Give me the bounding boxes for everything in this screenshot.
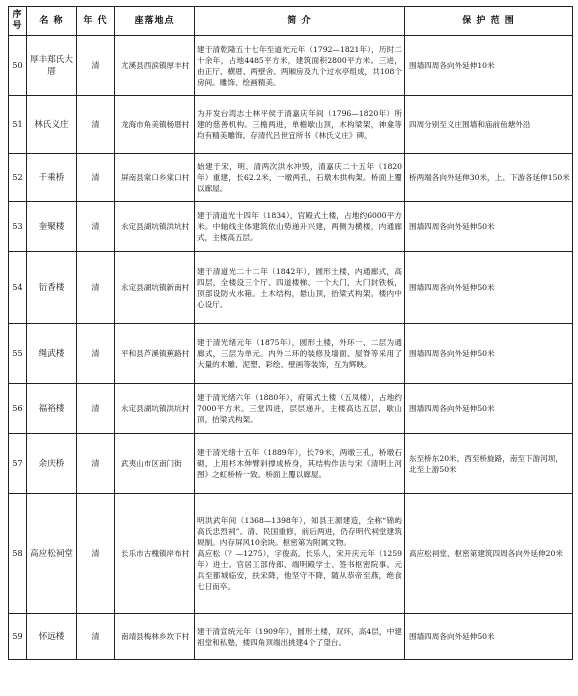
table-row (9, 36, 573, 96)
row-era: 清 (77, 36, 115, 96)
table-row (9, 252, 573, 324)
header-no: 序号 (9, 7, 27, 36)
row-scope: 围墙四周各向外延伸50米 (405, 614, 573, 660)
table-row (9, 494, 573, 614)
row-intro: 建于清道光二十二年（1842年），圆形土楼，内通廊式，高四层，全楼设三个厅、四道楼梯、一个大门，大门封铁板，顶部设防火水箱。土木结构，悬山顶，抬梁式构架。楼内中心设厅。 (195, 252, 405, 324)
row-era: 清 (77, 96, 115, 154)
row-name: 奎聚楼 (27, 202, 77, 252)
row-name: 福裕楼 (27, 384, 77, 434)
row-location: 平和县芦溪镇蕉路村 (115, 324, 195, 384)
heritage-table-sheet (8, 6, 572, 692)
row-location: 武夷山市区南门街 (115, 434, 195, 494)
row-era: 清 (77, 252, 115, 324)
row-number: 54 (9, 252, 27, 324)
row-scope: 围墙四周各向外延伸10米 (405, 36, 573, 96)
row-name: 厚丰郑氏大厝 (27, 36, 77, 96)
row-intro: 始建于宋，明、清两次洪水冲毁，清嘉庆二十五年（1820年）重建，长62.2米，一墩两孔，石墩木拱构架。桥面上覆以廊屋。 (195, 154, 405, 202)
row-location: 尤溪县西滨镇厚丰村 (115, 36, 195, 96)
row-intro: 建于清光绪六年（1880年），府第式土楼（五凤楼），占地约7000平方米。三堂四进，层层递升，主楼高达五层，歇山顶，抬梁式构架。 (195, 384, 405, 434)
row-scope: 东至桥东20米，西至桥旋路，南至下游河坝，北至上游50米 (405, 434, 573, 494)
row-name: 林氏义庄 (27, 96, 77, 154)
row-intro: 建于清光绪十五年（1889年），长79米，两墩三孔，桥墩石砌，上用杉木伸臂斜撑成桥身，其结构作法与宋《清明上河图》之虹桥桥一致。桥面上覆以廊屋。 (195, 434, 405, 494)
row-number: 53 (9, 202, 27, 252)
row-location: 长乐市古槐镇岸布村 (115, 494, 195, 614)
table-row (9, 434, 573, 494)
row-location: 南靖县梅林乡坎下村 (115, 614, 195, 660)
row-era: 清 (77, 614, 115, 660)
row-name: 高应松祠堂 (27, 494, 77, 614)
row-intro: 为开发台湾志士林平侯于清嘉庆年间（1796—1820年）所建的慈善机构。三檐两进，单檐歇山顶，木构梁架，神龛等均有精美雕饰。存清代吕世宜所书《林氏义庄》碑。 (195, 96, 405, 154)
row-number: 51 (9, 96, 27, 154)
row-intro: 建于清乾隆五十七年至道光元年（1792—1821年），历时二十余年，占地4485平方米，建筑面积2800平方米。三进，由正厅、横厝、两壁舍、两厢房及九个过水亭组成，共108个房间。雕饰、绘画精美。 (195, 36, 405, 96)
table-row (9, 324, 573, 384)
header-era: 年 代 (77, 7, 115, 36)
row-scope: 高应松祠堂、枢密第建筑四周各向外延伸20米 (405, 494, 573, 614)
row-era: 清 (77, 494, 115, 614)
row-name: 衍香楼 (27, 252, 77, 324)
row-number: 57 (9, 434, 27, 494)
row-number: 50 (9, 36, 27, 96)
row-location: 永定县湖坑镇新南村 (115, 252, 195, 324)
row-scope: 桥两端各向外延伸30米，上、下游各延伸150米 (405, 154, 573, 202)
header-intro: 简 介 (195, 7, 405, 36)
row-name: 绳武楼 (27, 324, 77, 384)
row-number: 56 (9, 384, 27, 434)
heritage-table (8, 6, 573, 660)
row-number: 58 (9, 494, 27, 614)
row-intro: 建于清道光十四年（1834），宫殿式土楼，占地约6000平方米。中轴线主体建筑依山势递升兴建，两侧为横楼，内通廊式，主楼高五层。 (195, 202, 405, 252)
row-scope: 围墙四周各向外延伸50米 (405, 324, 573, 384)
row-location: 龙海市角美镇杨厝村 (115, 96, 195, 154)
row-name: 怀远楼 (27, 614, 77, 660)
row-number: 52 (9, 154, 27, 202)
table-row (9, 202, 573, 252)
row-location: 永定县湖坑镇洪坑村 (115, 384, 195, 434)
row-era: 清 (77, 434, 115, 494)
row-scope: 围墙四周各向外延伸50米 (405, 252, 573, 324)
table-row (9, 614, 573, 660)
header-scope: 保 护 范 围 (405, 7, 573, 36)
header-row (9, 7, 573, 36)
row-location: 永定县湖坑镇洪坑村 (115, 202, 195, 252)
row-scope: 围墙四周各向外延伸50米 (405, 384, 573, 434)
row-number: 59 (9, 614, 27, 660)
header-name: 名 称 (27, 7, 77, 36)
row-location: 屏南县棠口乡棠口村 (115, 154, 195, 202)
row-era: 清 (77, 154, 115, 202)
row-name: 余庆桥 (27, 434, 77, 494)
row-era: 清 (77, 202, 115, 252)
table-row (9, 154, 573, 202)
row-intro: 明洪武年间（1368—1398年），知县王源建造，全称“锦屿高氏忠烈祠”。清、民国重修，前后两进，仍存明代祠堂建筑规制。内存屏风10余块。枢密第为附属文物。 高应松（？—1275），字俊高。长乐人，宋开庆元年（1259年）进士。官居工部侍郎、端明殿学士、签书枢密院事。元兵至都城临安，扶宋降，他坚守不降，随从恭帝至燕，绝食七日而卒。 (195, 494, 405, 614)
table-row (9, 384, 573, 434)
row-era: 清 (77, 384, 115, 434)
row-intro: 建于清宣统元年（1909年），圆形土楼，双环，高4层，中建祖堂和私塾，楼四角顶端出挑建4个了望台。 (195, 614, 405, 660)
header-location: 座落地点 (115, 7, 195, 36)
table-row (9, 96, 573, 154)
row-era: 清 (77, 324, 115, 384)
row-intro: 建于清光绪元年（1875年），圆形土楼，外环一、二层为通廊式，三层为单元。内外二环的装修及墙面、屋脊等采用了大量的木雕、泥塑、彩绘、壁画等装饰，互为辉映。 (195, 324, 405, 384)
row-name: 千乘桥 (27, 154, 77, 202)
row-scope: 四周分别至义庄围墙和庙前鱼塘外沿 (405, 96, 573, 154)
row-scope: 围墙四周各向外延伸50米 (405, 202, 573, 252)
row-number: 55 (9, 324, 27, 384)
